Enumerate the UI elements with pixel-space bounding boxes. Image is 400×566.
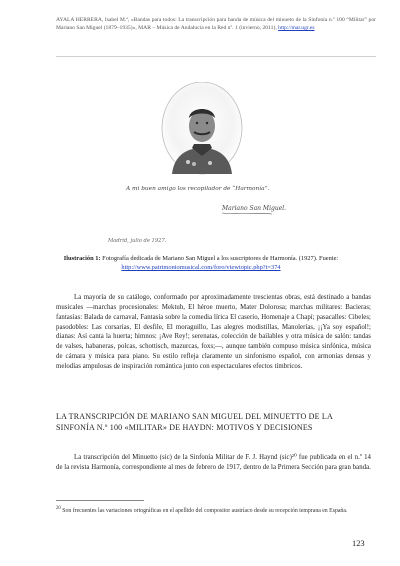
handwritten-signature: Mariano San Miguel. [222,205,287,212]
portrait-image [106,82,296,248]
handwritten-dedication: A mi buen amigo los recopilador de “Harmonía”. [126,186,270,192]
caption-source-link[interactable]: http://www.patrimoniomusical.com/foro/viewtopic.php?t=374 [121,264,281,271]
section-heading: LA TRANSCRIPCIÓN DE MARIANO SAN MIGUEL DEL MINUETTO DE LA SINFONÍA N.º 100 «MILITAR» DE HAYDN: MOTIVOS Y DECISIONES [56,412,333,432]
footnote-text: Son frecuentes las variaciones ortográficas en el apellido del compositor austríaco desde su recepción temprana en España. [62,507,348,514]
portrait-photograph [106,82,296,248]
footnote-divider [56,500,144,501]
footnote [56,505,371,515]
running-header [56,17,376,33]
caption-text: Fotografía dedicada de Mariano San Miguel a los suscriptores de Harmonía. (1927). Fuente: [102,255,339,262]
body-paragraph-catalog: La mayoría de su catálogo, conformado por aproximadamente trescientas obras, está destinado a bandas musicales —marchas procesionales: Mektub, El héroe muerto, Mater Dolorosa; marchas militares: Bacieras; fantasías: Balada de carnaval, Fantasía sobre la comedia lírica El caserío, Homenaje a Chapí; pasacalles: Cibeles; pasodobles: Las corsarias, El desfile, El moraguillo, Las alegres modistillas, Manolerías, ¡¡Ya soy español!; dianas: Así canta la huerta; himnos: ¡Ave Rey!; serenatas, colección de bailables y otra música de salón: tandas de valses, habaneras, polcas, schottisch, mazurcas, foxs;—, aunque también compuso música sinfónica, música de cámara y música para piano. Su estilo refleja claramente un sinfonismo español, con armonías densas y melodías ampulosas de inspiración romántica junto con espectaculares efectos tímbricos. [56,293,371,371]
caption-label: Ilustración 1: [63,255,101,262]
header-citation: AYALA HERRERA, Isabel M.ª, «Bandas para todos: La transcripción para banda de música del minueto de la Sinfonía n.º 100 “Militar” por Mariano San Miguel (1879–1935)», MAR – Música de Andalucía en la Red nº. 1 (invierno, 2011), [56,17,376,31]
page-number: 123 [352,539,365,548]
body-paragraph-transcription: La transcripción del Minuetto (sic) de la Sinfonía Militar de F. J. Haynd (sic)²⁰ fue publicada en el n.º 14 de la revista Harmonía, correspondiente al mes de febrero de 1917, dentro de la Primera Sección para gran banda. [56,453,371,471]
header-divider [56,56,376,57]
header-link[interactable]: http://mar.ugr.es [278,24,315,31]
figure-caption [62,254,340,272]
footnote-number: 20 [56,506,61,511]
handwritten-date: Madrid, julio de 1927. [108,238,167,244]
